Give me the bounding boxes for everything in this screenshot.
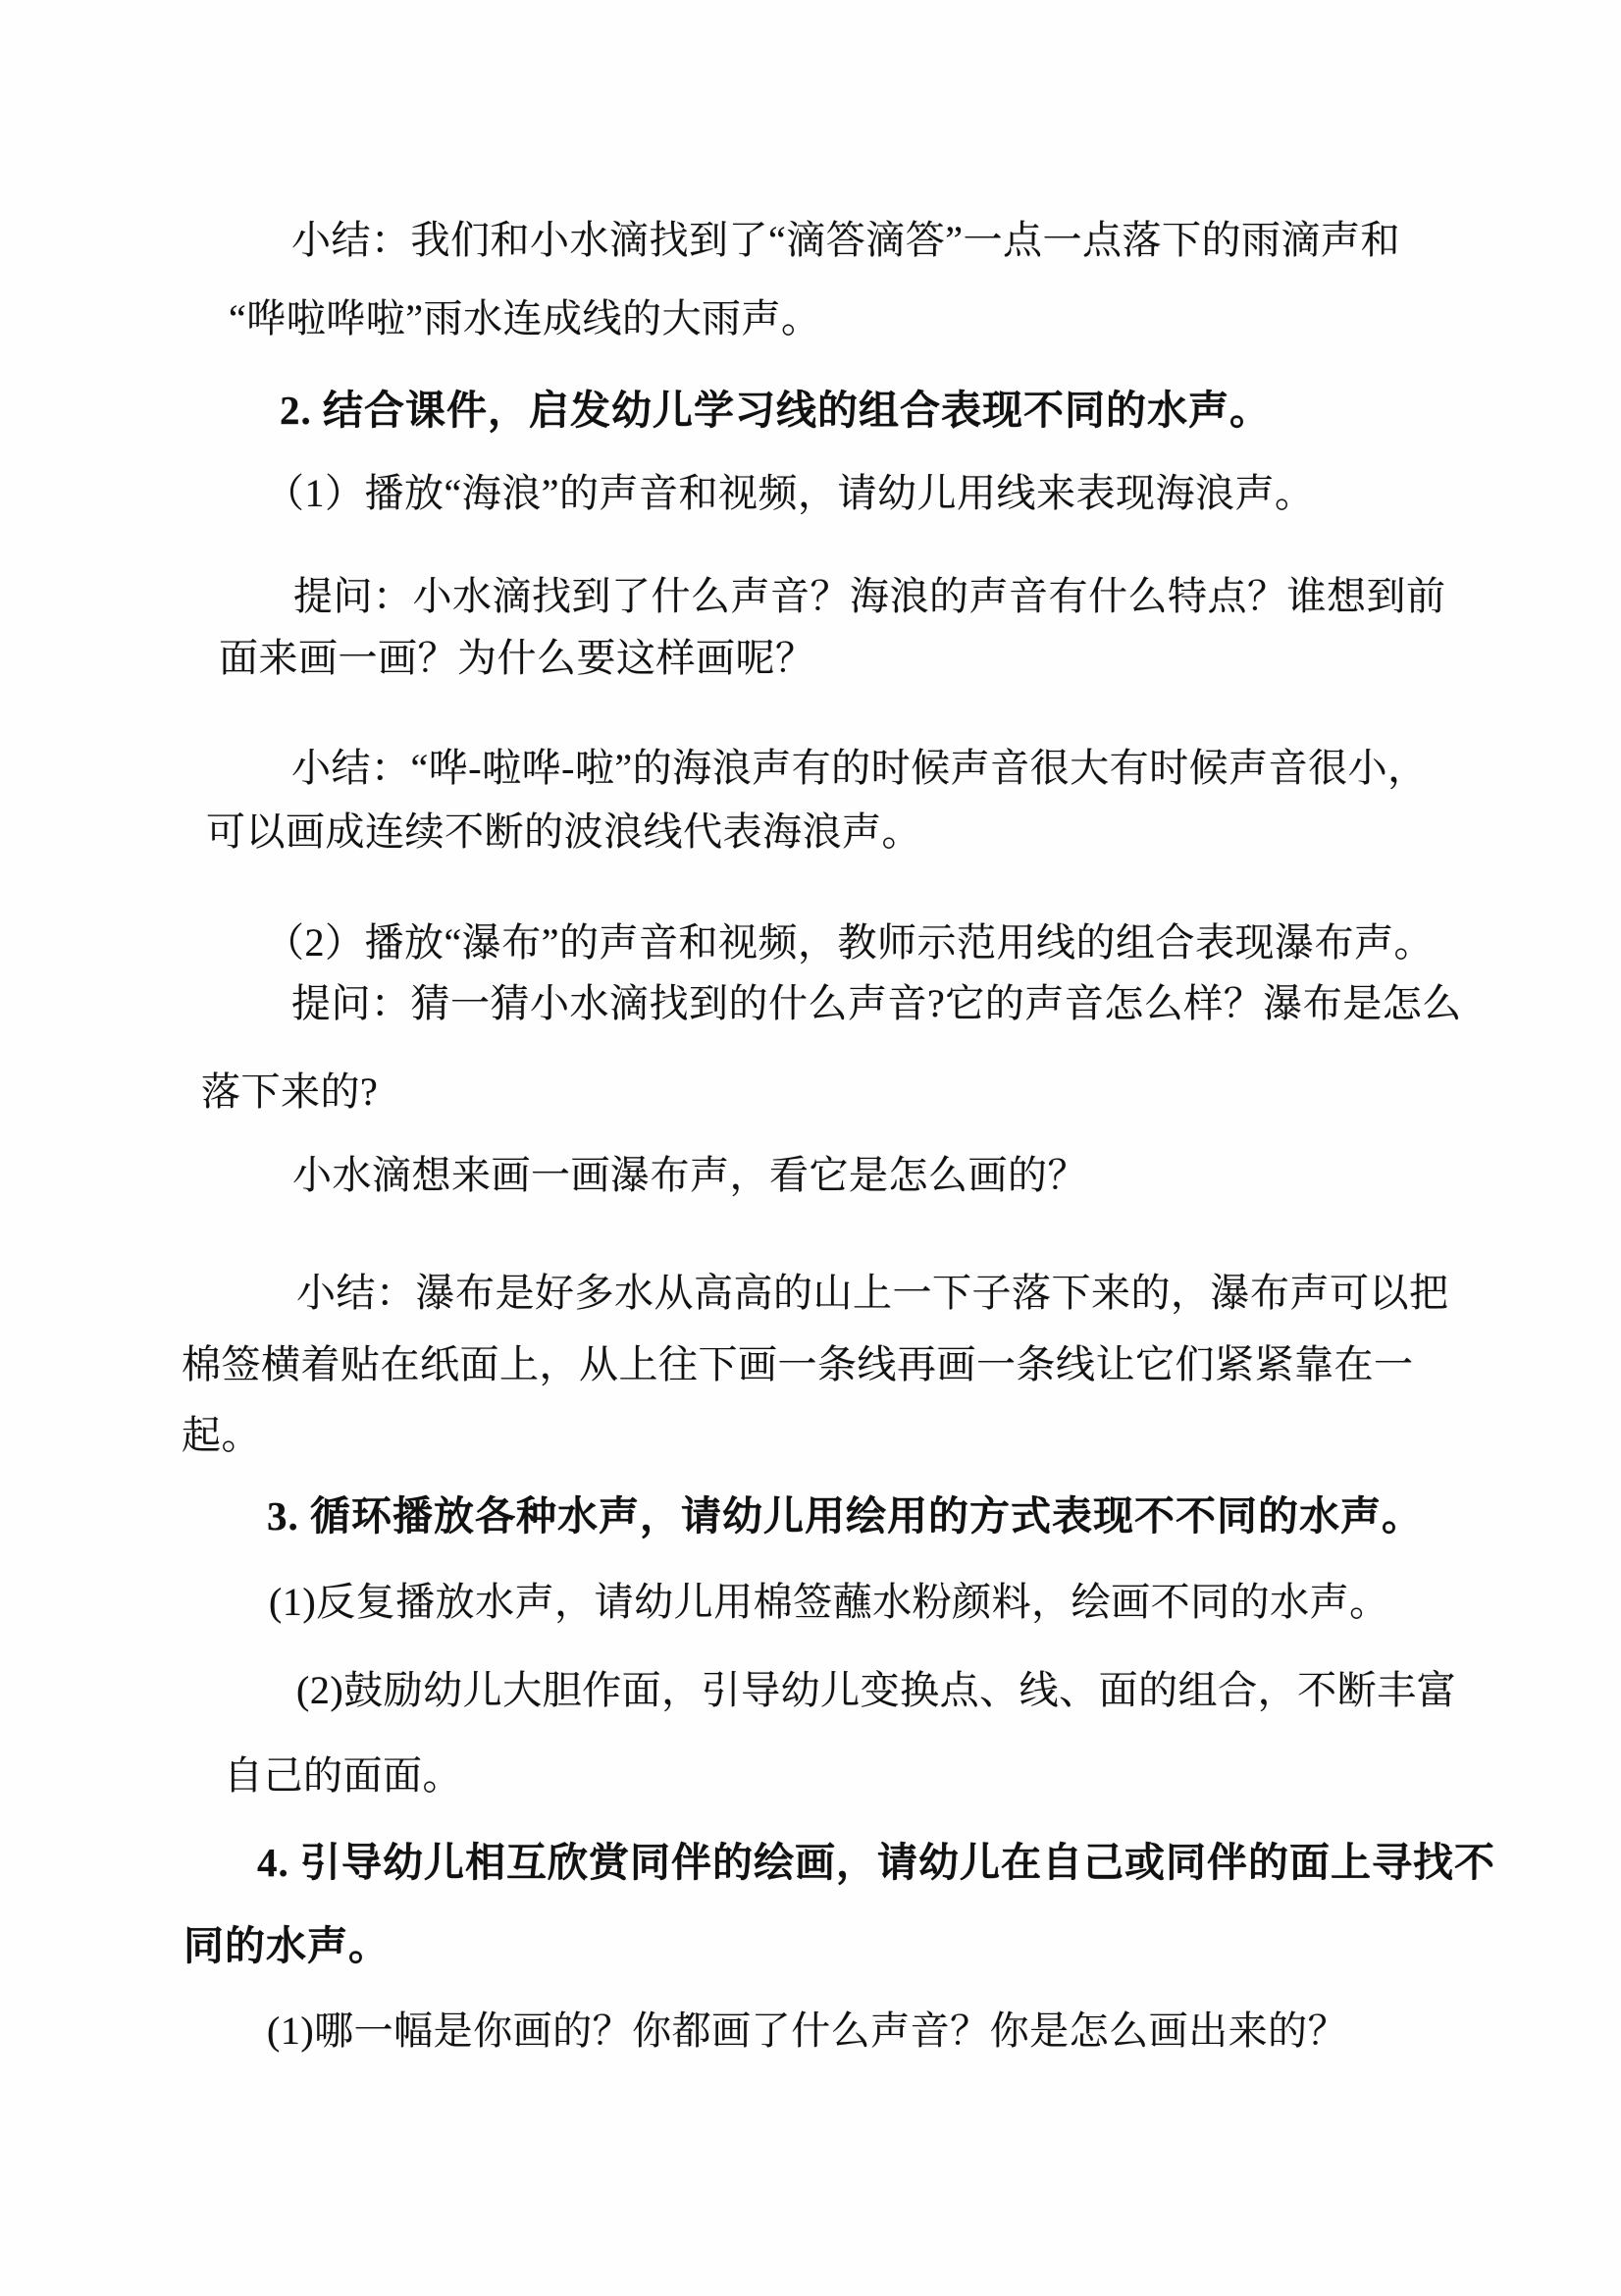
paragraph-line-repeat-play: (1)反复播放水声，请幼儿用棉签蘸水粉颜料，绘画不同的水声。 [269, 1580, 1389, 1624]
paragraph-line-question-waterfall-1: 提问：猜一猜小水滴找到的什么声音?它的声音怎么样？瀑布是怎么 [291, 981, 1462, 1025]
paragraph-line-summary-waves-2: 可以画成连续不断的波浪线代表海浪声。 [206, 809, 921, 854]
paragraph-line-summary-waterfall-2: 棉签横着贴在纸面上，从上往下画一条线再画一条线让它们紧紧靠在一 [182, 1342, 1414, 1386]
paragraph-line-which-painting: (1)哪一幅是你画的？你都画了什么声音？你是怎么画出来的？ [267, 2009, 1348, 2053]
heading-step-3: 3. 循环播放各种水声，请幼儿用绘用的方式表现不不同的水声。 [267, 1493, 1423, 1539]
paragraph-line-encourage-1: (2)鼓励幼儿大胆作面，引导幼儿变换点、线、面的组合，不断丰富 [296, 1668, 1457, 1712]
paragraph-line-play-sea-waves: （1）播放“海浪”的声音和视频，请幼儿用线来表现海浪声。 [265, 471, 1315, 515]
heading-step-4-line-2: 同的水声。 [183, 1923, 390, 1968]
heading-step-4-line-1: 4. 引导幼儿相互欣赏同伴的绘画，请幼儿在自己或同伴的面上寻找不 [257, 1840, 1495, 1885]
paragraph-line-play-waterfall: （2）播放“瀑布”的声音和视频，教师示范用线的组合表现瀑布声。 [265, 920, 1435, 965]
paragraph-line-summary-waterfall-1: 小结：瀑布是好多水从高高的山上一下子落下来的，瀑布声可以把 [296, 1271, 1449, 1315]
heading-step-2: 2. 结合课件，启发幼儿学习线的组合表现不同的水声。 [280, 388, 1271, 433]
paragraph-line-summary-rain-2: “哗啦哗啦”雨水连成线的大雨声。 [229, 296, 821, 340]
paragraph-line-question-waterfall-2: 落下来的? [201, 1070, 379, 1114]
paragraph-line-summary-waterfall-3: 起。 [182, 1413, 261, 1457]
paragraph-line-question-waves-1: 提问：小水滴找到了什么声音？海浪的声音有什么特点？谁想到前 [293, 574, 1446, 618]
paragraph-line-encourage-2: 自己的面面。 [224, 1753, 462, 1798]
paragraph-line-summary-waves-1: 小结：“哗-啦哗-啦”的海浪声有的时候声音很大有时候声音很小， [291, 746, 1428, 790]
paragraph-line-question-waves-2: 面来画一画？为什么要这样画呢？ [219, 636, 815, 680]
paragraph-line-summary-rain-1: 小结：我们和小水滴找到了“滴答滴答”一点一点落下的雨滴声和 [291, 218, 1401, 262]
paragraph-line-droplet-draws: 小水滴想来画一画瀑布声，看它是怎么画的？ [292, 1153, 1087, 1197]
